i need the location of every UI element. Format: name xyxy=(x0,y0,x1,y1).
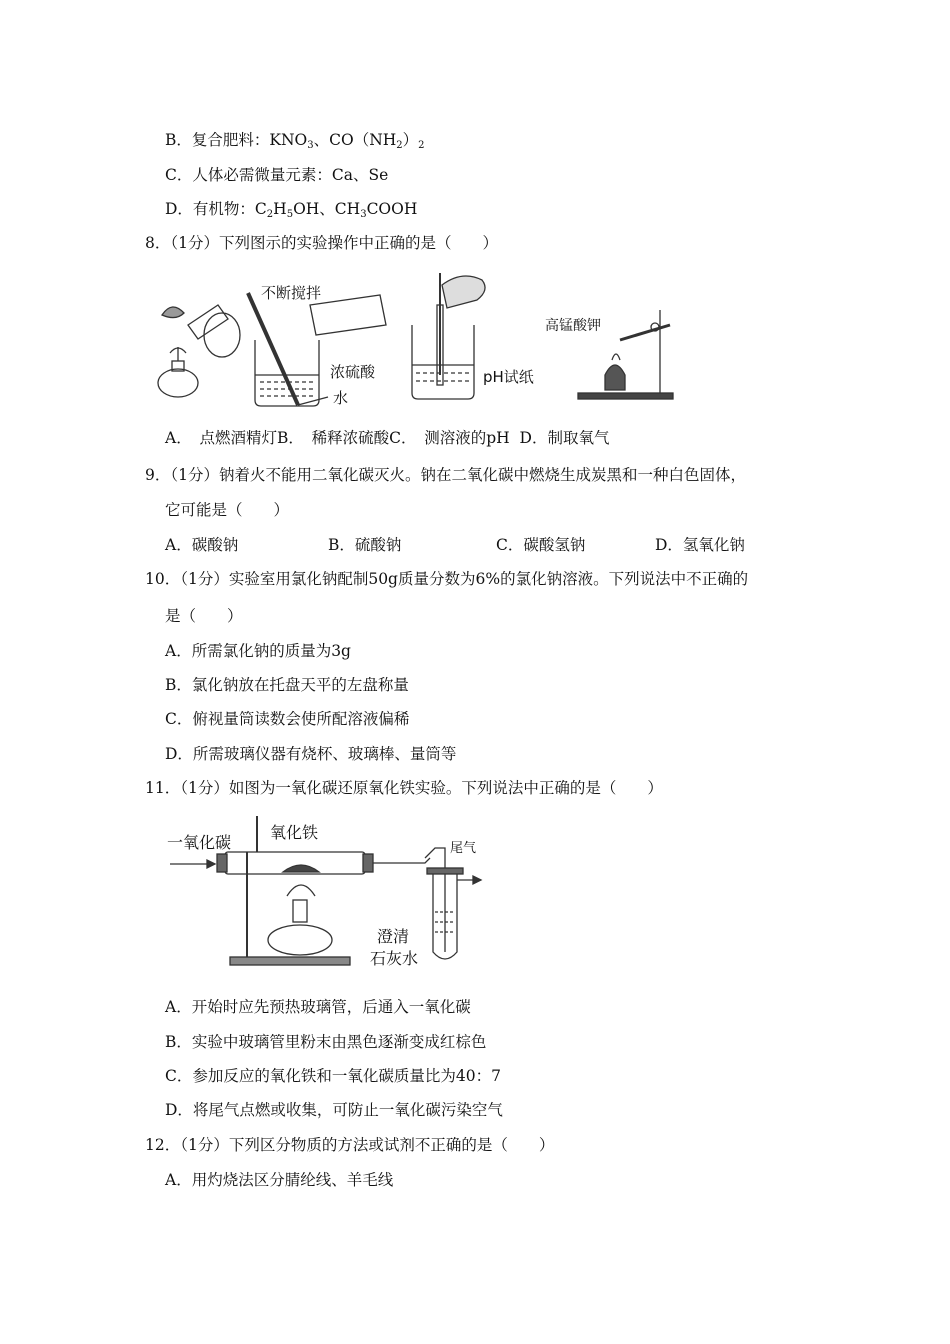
q8-options: A． 点燃酒精灯B． 稀释浓硫酸C． 测溶液的pH D．制取氧气 xyxy=(165,429,610,447)
label-kmno4: 高锰酸钾 xyxy=(545,318,601,334)
label-lime-1: 澄清 xyxy=(377,927,410,946)
q7-option-d: D．有机物：$C_2H_5OH$、$CH_3COOH$ xyxy=(165,200,418,220)
label-acid: 浓硫酸 xyxy=(330,363,376,381)
q10-option-d: D．所需玻璃仪器有烧杯、玻璃棒、量筒等 xyxy=(165,745,457,763)
q7-option-c: C．人体必需微量元素：Ca、Se xyxy=(165,166,389,184)
alcohol-lamp-illustration xyxy=(158,305,240,397)
q11-stem: 11．（1分）如图为一氧化碳还原氧化铁实验。下列说法中正确的是（ ） xyxy=(145,779,663,797)
q9-option-c: C．碳酸氢钠 xyxy=(496,536,586,554)
q12-option-a: A．用灼烧法区分腈纶线、羊毛线 xyxy=(165,1171,394,1189)
q9-option-d: D．氢氧化钠 xyxy=(655,536,745,554)
q9-stem-line1: 9．（1分）钠着火不能用二氧化碳灭火。钠在二氧化碳中燃烧生成炭黑和一种白色固体， xyxy=(145,466,746,484)
label-fe2o3: 氧化铁 xyxy=(270,823,319,842)
label-stir: 不断搅拌 xyxy=(261,284,322,302)
q10-option-b: B．氯化钠放在托盘天平的左盘称量 xyxy=(165,676,409,694)
q8-figure xyxy=(150,265,690,415)
q11-option-a: A．开始时应先预热玻璃管，后通入一氧化碳 xyxy=(165,998,471,1016)
q10-stem-line1: 10．（1分）实验室用氯化钠配制50g质量分数为6%的氯化钠溶液。下列说法中不正确的 xyxy=(145,570,749,588)
q11-option-c: C．参加反应的氧化铁和一氧化碳质量比为40：7 xyxy=(165,1067,501,1085)
ph-test-illustration xyxy=(412,273,485,399)
q7-option-b: B．复合肥料：$KNO_3$、$CO(NH_2)_2$ xyxy=(165,131,425,151)
beaker-illustration xyxy=(248,293,386,406)
label-co: 一氧化碳 xyxy=(167,833,232,852)
q12-stem: 12．（1分）下列区分物质的方法或试剂不正确的是（ ） xyxy=(145,1136,555,1154)
label-water: 水 xyxy=(333,389,349,407)
q10-stem-line2: 是（ ） xyxy=(165,607,243,625)
q11-option-d: D．将尾气点燃或收集，可防止一氧化碳污染空气 xyxy=(165,1101,503,1119)
q9-stem-line2: 它可能是（ ） xyxy=(165,501,290,519)
label-tail-gas: 尾气 xyxy=(450,841,477,856)
q9-option-a: A．碳酸钠 xyxy=(165,536,239,554)
q10-option-a: A．所需氯化钠的质量为3g xyxy=(165,642,351,660)
q10-option-c: C．俯视量筒读数会使所配溶液偏稀 xyxy=(165,710,410,728)
label-lime-2: 石灰水 xyxy=(370,949,419,968)
q11-option-b: B．实验中玻璃管里粉末由黑色逐渐变成红棕色 xyxy=(165,1033,487,1051)
q11-figure xyxy=(165,812,500,977)
label-ph-paper: pH试纸 xyxy=(483,368,534,386)
q9-option-b: B．硫酸钠 xyxy=(328,536,402,554)
q8-stem: 8．（1分）下列图示的实验操作中正确的是（ ） xyxy=(145,234,498,252)
